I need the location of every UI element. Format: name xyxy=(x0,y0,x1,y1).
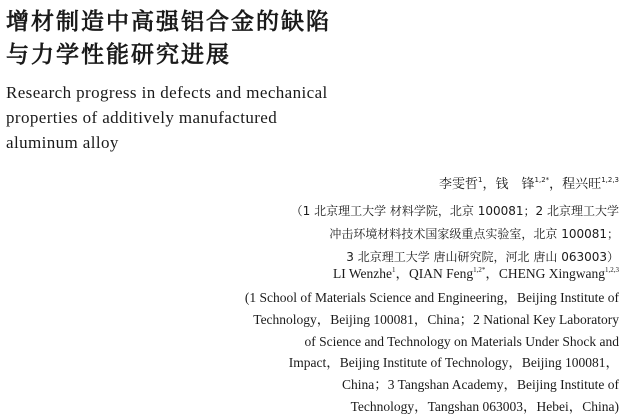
english-affiliation-line-6: Technology，Tangshan 063003，Hebei，China) xyxy=(350,398,619,414)
author-zh-3-affiliation-mark: 1,2,3 xyxy=(601,176,619,184)
author-en-1-name: LI Wenzhe xyxy=(332,266,392,281)
author-en-3 xyxy=(499,266,619,281)
chinese-affiliation-line-3: 3 北京理工大学 唐山研究院，河北 唐山 063003） xyxy=(346,250,619,264)
author-separator: ， xyxy=(395,266,409,281)
author-separator: ， xyxy=(549,177,563,192)
chinese-affiliations xyxy=(219,200,619,269)
author-zh-2 xyxy=(496,177,563,192)
author-en-2 xyxy=(409,266,499,281)
author-zh-2-name: 钱 锋 xyxy=(495,177,535,192)
english-affiliation-line-5: China；3 Tangshan Academy，Beijing Institute of xyxy=(341,377,619,393)
english-affiliations xyxy=(189,287,619,418)
english-author-list xyxy=(333,264,619,284)
english-affiliation-line-2: Technology，Beijing 100081，China；2 National Key Laboratory xyxy=(253,311,619,327)
english-affiliation-line-3: of Science and Technology on Materials Under Shock and xyxy=(304,333,619,349)
author-zh-1 xyxy=(439,177,496,192)
english-title-line-2: properties of additively manufactured xyxy=(6,108,278,127)
english-title-line-3: aluminum alloy xyxy=(6,133,119,152)
author-separator: ， xyxy=(482,177,496,192)
author-en-2-affiliation-mark: 1,2* xyxy=(473,266,486,274)
author-en-1-affiliation-mark: 1 xyxy=(392,266,396,274)
english-title-line-1: Research progress in defects and mechanical xyxy=(6,83,328,102)
author-zh-3 xyxy=(562,177,619,192)
chinese-title-line-1: 增材制造中高强铝合金的缺陷 xyxy=(6,9,331,35)
author-zh-1-affiliation-mark: 1 xyxy=(478,176,483,184)
author-en-2-name: QIAN Feng xyxy=(409,266,474,281)
author-en-3-name: CHENG Xingwang xyxy=(498,266,605,281)
chinese-affiliation-line-2: 冲击环境材料技术国家级重点实验室，北京 100081； xyxy=(329,227,619,241)
author-en-3-affiliation-mark: 1,2,3 xyxy=(605,266,619,274)
author-en-1 xyxy=(333,266,409,281)
chinese-title-line-2: 与力学性能研究进展 xyxy=(6,42,231,68)
author-zh-2-affiliation-mark: 1,2* xyxy=(534,176,550,184)
chinese-author-list xyxy=(439,176,619,194)
chinese-title xyxy=(6,6,426,72)
english-title xyxy=(6,80,426,155)
chinese-affiliation-line-1: （1 北京理工大学 材料学院，北京 100081；2 北京理工大学 xyxy=(290,204,619,218)
author-separator: ， xyxy=(485,266,499,281)
author-zh-1-name: 李雯哲 xyxy=(439,177,479,192)
english-affiliation-line-1: (1 School of Materials Science and Engineering，Beijing Institute of xyxy=(244,290,619,305)
author-zh-3-name: 程兴旺 xyxy=(562,177,602,192)
english-affiliation-line-4: Impact，Beijing Institute of Technology，Beijing 100081， xyxy=(288,355,619,371)
